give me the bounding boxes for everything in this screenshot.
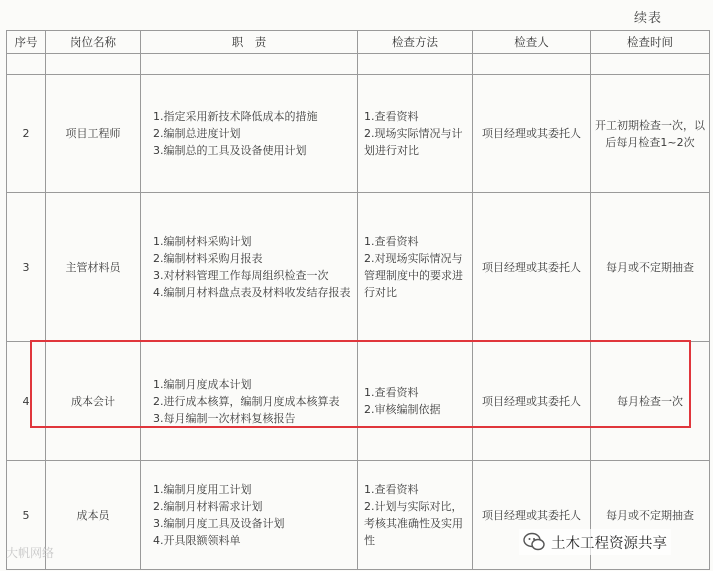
- row-methods: [358, 461, 473, 570]
- method-item: 1.查看资料: [364, 110, 419, 123]
- row-duties: [141, 75, 358, 193]
- row-duties: [141, 193, 358, 342]
- row-no: 5: [7, 461, 46, 570]
- duty-item: 2.进行成本核算，编制月度成本核算表: [153, 394, 340, 408]
- header-method: 检查方法: [358, 31, 473, 54]
- watermark-left: 大帆网络: [6, 546, 55, 560]
- row-position: 成本员: [46, 461, 141, 570]
- row-inspector: 项目经理或其委托人: [473, 75, 591, 193]
- table-row: [7, 193, 710, 342]
- table-row: [7, 342, 710, 461]
- duty-item: 1.编制月度成本计划: [153, 377, 252, 391]
- method-item: 1.查看资料: [364, 386, 419, 399]
- wechat-icon: [523, 532, 545, 552]
- continued-label: 续表: [634, 11, 663, 26]
- row-duties: [141, 461, 358, 570]
- header-position: 岗位名称: [46, 31, 141, 54]
- row-time: 每月或不定期抽查: [591, 193, 710, 342]
- method-item: 1.查看资料: [364, 483, 419, 496]
- row-inspector: 项目经理或其委托人: [473, 461, 591, 570]
- duty-item: 3.编制月度工具及设备计划: [153, 517, 285, 530]
- duty-item: 1.指定采用新技术降低成本的措施: [153, 110, 318, 123]
- duty-item: 1.编制材料采购计划: [153, 235, 252, 248]
- watermark-right-text: 土木工程资源共享: [551, 535, 667, 552]
- method-item: 2.对现场实际情况与管理制度中的要求进行对比: [364, 252, 463, 299]
- duty-item: 3.每月编制一次材料复核报告: [153, 411, 296, 425]
- duty-item: 4.开具限额领料单: [153, 534, 241, 547]
- method-item: 2.现场实际情况与计划进行对比: [364, 127, 463, 157]
- row-inspector: 项目经理或其委托人: [473, 342, 591, 461]
- method-item: 1.查看资料: [364, 235, 419, 248]
- row-no: 3: [7, 193, 46, 342]
- gap-row: [7, 54, 710, 75]
- method-item: 2.审核编制依据: [364, 403, 441, 416]
- duty-item: 2.编制月材料需求计划: [153, 500, 263, 513]
- duty-item: 2.编制总进度计划: [153, 127, 241, 140]
- row-position: 项目工程师: [46, 75, 141, 193]
- row-methods: [358, 193, 473, 342]
- row-no: 4: [7, 342, 46, 461]
- row-time: 开工初期检查一次，以后每月检查1~2次: [591, 75, 710, 193]
- row-position: 成本会计: [46, 342, 141, 461]
- inspection-table: [6, 30, 710, 570]
- duty-item: 1.编制月度用工计划: [153, 483, 252, 496]
- row-duties: [141, 342, 358, 461]
- header-time: 检查时间: [591, 31, 710, 54]
- header-duties: 职 责: [141, 31, 358, 54]
- row-no: 2: [7, 75, 46, 193]
- row-time: 每月检查一次: [591, 342, 710, 461]
- header-no: 序号: [7, 31, 46, 54]
- header-row: [7, 31, 710, 54]
- duty-item: 2.编制材料采购月报表: [153, 252, 263, 265]
- duty-item: 3.编制总的工具及设备使用计划: [153, 144, 307, 157]
- row-methods: [358, 75, 473, 193]
- duty-item: 4.编制月材料盘点表及材料收发结存报表: [153, 286, 351, 299]
- row-position: 主管材料员: [46, 193, 141, 342]
- duty-item: 3.对材料管理工作每周组织检查一次: [153, 269, 329, 282]
- row-time: 每月或不定期抽查: [591, 461, 710, 570]
- table-row: [7, 75, 710, 193]
- watermark-right: [519, 529, 671, 555]
- method-item: 2.计划与实际对比，考核其准确性及实用性: [364, 500, 463, 547]
- header-inspector: 检查人: [473, 31, 591, 54]
- row-inspector: 项目经理或其委托人: [473, 193, 591, 342]
- row-methods: [358, 342, 473, 461]
